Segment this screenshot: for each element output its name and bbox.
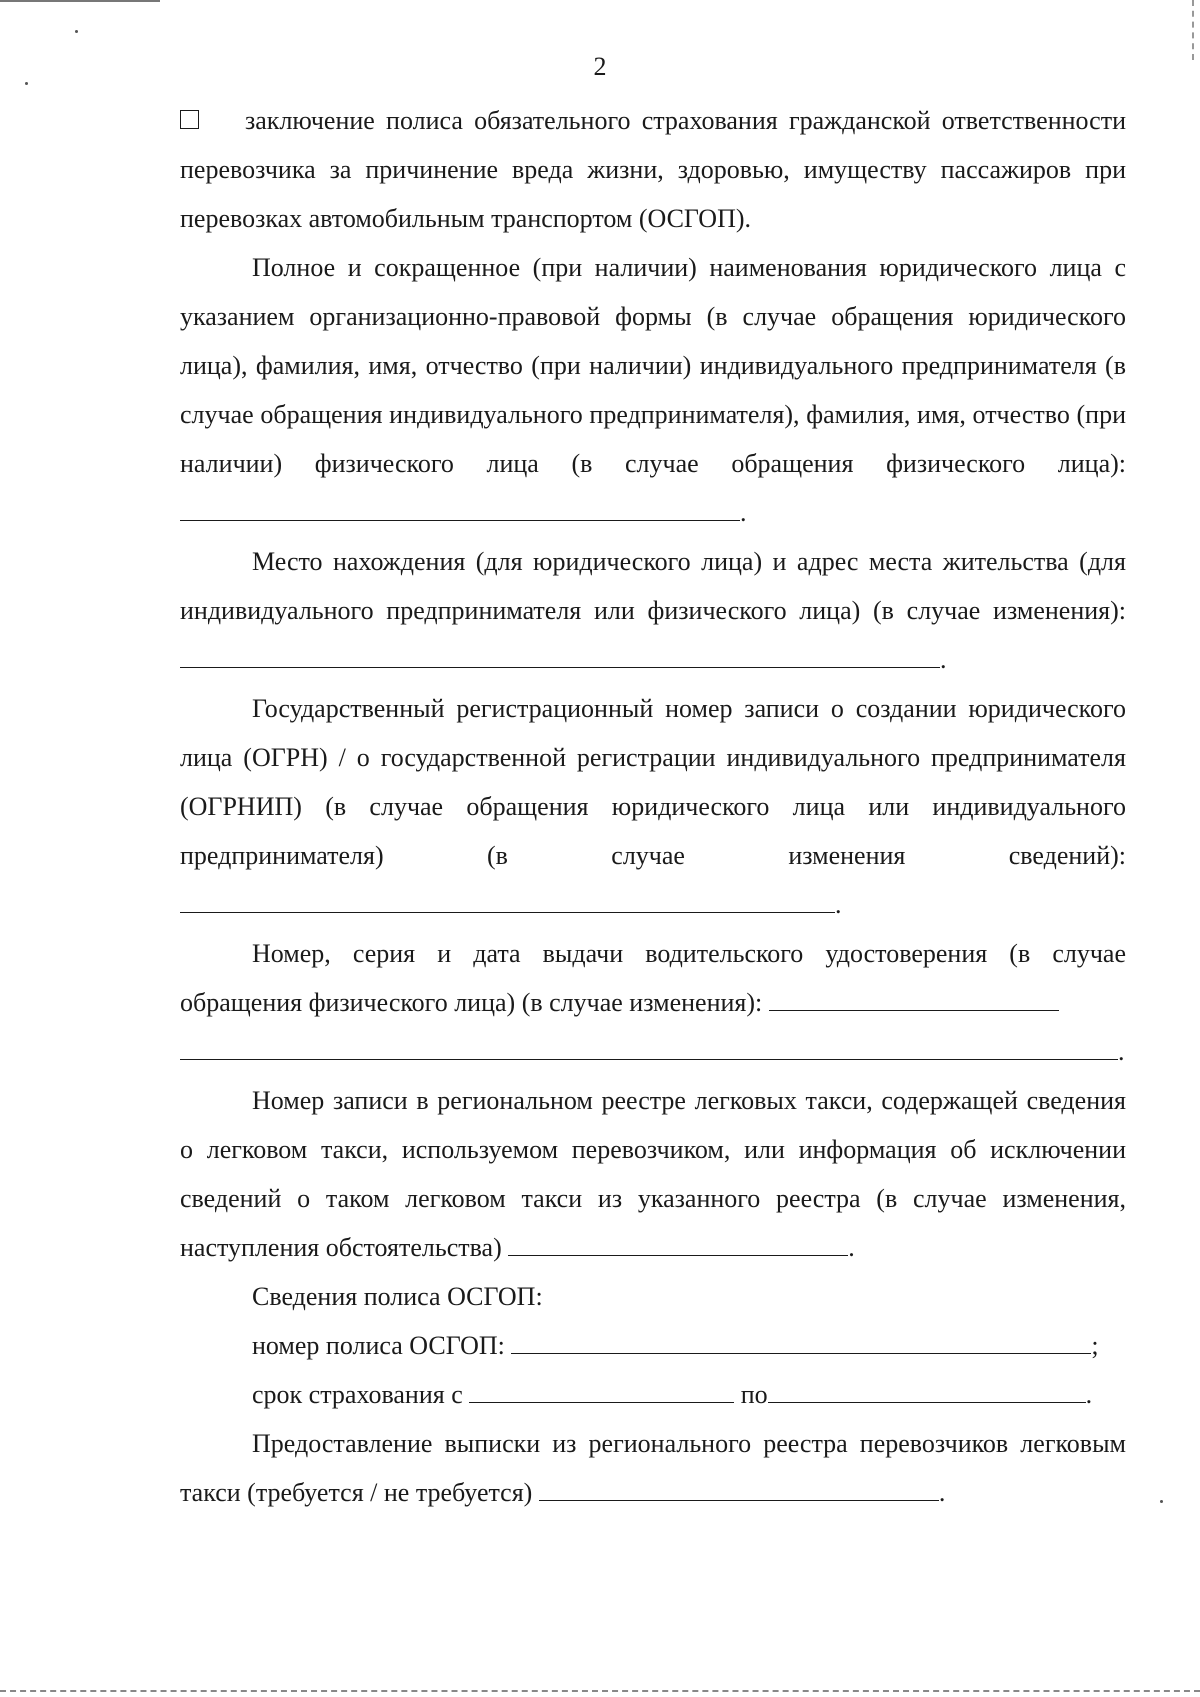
- period: .: [835, 890, 842, 919]
- license-text: Номер, серия и дата выдачи водительского удостоверения (в случае обращения физического лица) (в случае изменения):: [180, 939, 1126, 1017]
- osgop-header: [180, 1272, 1126, 1321]
- license-continuation-line: [180, 1027, 1126, 1076]
- term-from-label: срок страхования с: [252, 1380, 463, 1409]
- scan-speck: [75, 30, 78, 33]
- scan-speck: [1160, 1500, 1163, 1503]
- policy-number-field[interactable]: [511, 1327, 1091, 1354]
- names-text: Полное и сокращенное (при наличии) наименования юридического лица с указанием организационно-правовой формы (в случае обращения юридического лица), фамилия, имя, отчество (при наличии) индивидуального предпринимателя (в случае обращения индивидуального предпринимателя), фамилия, имя, отчество (при наличии) физического лица (в случае обращения физического лица):: [180, 253, 1126, 478]
- extract-text: Предоставление выписки из регионального реестра перевозчиков легковым такси (требуется / не требуется): [180, 1429, 1126, 1507]
- scan-speck: [25, 82, 28, 85]
- term-from-field[interactable]: [469, 1376, 734, 1403]
- checkbox-icon[interactable]: [180, 110, 199, 129]
- extract-blank-field[interactable]: [539, 1474, 939, 1501]
- ogrn-blank-field[interactable]: [180, 886, 835, 913]
- term-to-label: по: [740, 1380, 768, 1409]
- document-body: [180, 96, 1126, 1517]
- policy-number-row: [180, 1321, 1126, 1370]
- paragraph-address: [180, 537, 1126, 684]
- policy-number-label: номер полиса ОСГОП:: [252, 1331, 505, 1360]
- insurance-term-row: [180, 1370, 1126, 1419]
- names-blank-field[interactable]: [180, 494, 740, 521]
- period: .: [1118, 1037, 1125, 1066]
- semicolon: ;: [1091, 1331, 1099, 1360]
- scan-artifact-right: [1192, 0, 1194, 60]
- scan-artifact-bottom: [0, 1690, 1200, 1692]
- address-blank-field[interactable]: [180, 641, 940, 668]
- registry-text: Номер записи в региональном реестре легковых такси, содержащей сведения о легковом такси, используемом перевозчиком, или информация об исключении сведений о таком легковом такси из указанного реестра (в случае изменения, наступления обстоятельства): [180, 1086, 1126, 1262]
- page-number: 2: [593, 52, 607, 81]
- paragraph-registry: [180, 1076, 1126, 1272]
- ogrn-text: Государственный регистрационный номер записи о создании юридического лица (ОГРН) / о государственной регистрации индивидуального предпринимателя (ОГРНИП) (в случае обращения юридического лица или индивидуального предпринимателя) (в случае изменения сведений):: [180, 694, 1126, 870]
- period: .: [938, 1478, 946, 1507]
- paragraph-ogrn: [180, 684, 1126, 929]
- registry-blank-field[interactable]: [508, 1229, 848, 1256]
- period: .: [848, 1233, 855, 1262]
- period: .: [940, 645, 947, 674]
- address-text: Место нахождения (для юридического лица) и адрес места жительства (для индивидуального предпринимателя или физического лица) (в случае изменения):: [180, 547, 1126, 625]
- osgop-checkbox-item: [180, 96, 1126, 243]
- paragraph-names: [180, 243, 1126, 537]
- period: .: [1085, 1380, 1093, 1409]
- checkbox-item-text: заключение полиса обязательного страхования гражданской ответственности перевозчика за причинение вреда жизни, здоровью, имуществу пассажиров при перевозках автомобильным транспортом (ОСГОП).: [180, 106, 1126, 233]
- license-blank-field[interactable]: [769, 984, 1059, 1011]
- paragraph-license: [180, 929, 1126, 1027]
- scan-artifact-top: [0, 0, 160, 2]
- osgop-header-text: Сведения полиса ОСГОП:: [252, 1282, 543, 1311]
- license-blank-field-2[interactable]: [180, 1033, 1118, 1060]
- paragraph-extract: [180, 1419, 1126, 1517]
- period: .: [740, 498, 747, 527]
- term-to-field[interactable]: [768, 1376, 1086, 1403]
